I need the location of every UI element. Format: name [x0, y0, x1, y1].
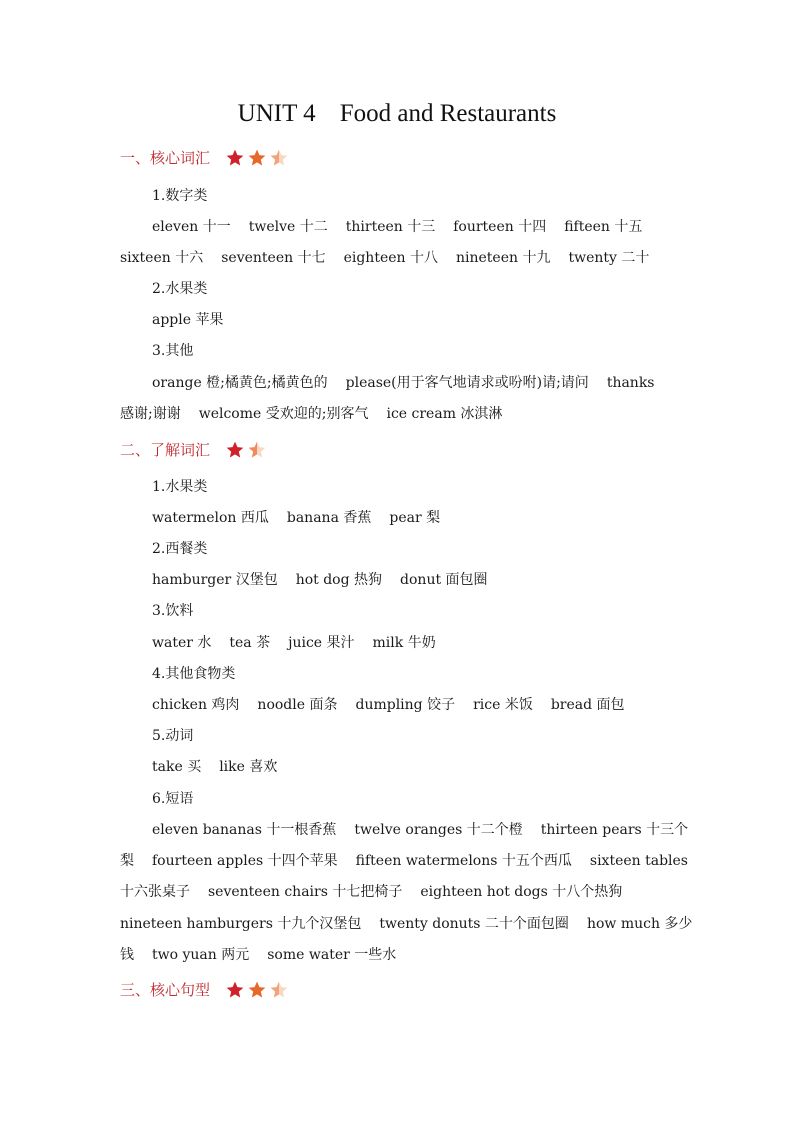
vocab-item: tea 茶 [229, 635, 271, 651]
phrase-item: twelve oranges 十二个橙 [354, 822, 523, 838]
vocab-item: rice 米饭 [473, 697, 533, 713]
vocab-line [152, 757, 277, 777]
rating-stars [224, 440, 268, 460]
vocab-item: noodle 面条 [257, 697, 338, 713]
category-numbers: 1.数字类 [152, 188, 208, 204]
star-icon [224, 148, 246, 168]
vocab-item: twenty 二十 [568, 250, 650, 266]
vocab-item: nineteen 十九 [455, 250, 551, 266]
vocab-item: please(用于客气地请求或吩咐)请;请问 [345, 375, 589, 391]
vocab-line [152, 373, 655, 393]
vocab-item: pear 梨 [389, 510, 441, 526]
rating-stars [224, 148, 290, 168]
page-title [0, 100, 794, 128]
phrase-item: twenty donuts 二十个面包圈 [379, 916, 569, 932]
category-phrases: 6.短语 [152, 791, 194, 807]
vocab-line: apple 苹果 [152, 312, 224, 328]
vocab-item: take 买 [152, 759, 202, 775]
vocab-item: welcome 受欢迎的;别客气 [198, 406, 369, 422]
vocab-item: twelve 十二 [248, 219, 328, 235]
half-star-icon [268, 980, 290, 1000]
section-heading-core-vocab [120, 148, 290, 168]
phrase-line [152, 820, 688, 840]
phrase-item: 梨 [120, 853, 134, 869]
phrase-item: fourteen apples 十四个苹果 [152, 853, 338, 869]
vocab-line [152, 508, 440, 528]
vocab-line [152, 217, 642, 237]
vocab-item: milk 牛奶 [372, 635, 436, 651]
phrase-line [120, 851, 688, 871]
vocab-item: banana 香蕉 [286, 510, 372, 526]
section-heading-text: 三、核心句型 [120, 981, 211, 999]
vocab-item: fourteen 十四 [453, 219, 547, 235]
category-other: 3.其他 [152, 343, 194, 359]
section-heading-core-sentences [120, 980, 290, 1000]
vocab-item: hot dog 热狗 [295, 572, 383, 588]
phrase-line [120, 914, 692, 934]
vocab-item: like 喜欢 [219, 759, 278, 775]
unit-name: Food and Restaurants [339, 100, 557, 127]
vocab-line [120, 248, 649, 268]
section-heading-extra-vocab [120, 440, 268, 460]
phrase-item: eighteen hot dogs 十八个热狗 [420, 884, 623, 900]
vocab-item: watermelon 西瓜 [152, 510, 269, 526]
category-drinks: 3.饮料 [152, 603, 194, 619]
star-icon [224, 980, 246, 1000]
vocab-item: fifteen 十五 [564, 219, 643, 235]
star-icon [224, 440, 246, 460]
half-star-icon [246, 440, 268, 460]
phrase-item: two yuan 两元 [152, 947, 250, 963]
vocab-item: 感谢;谢谢 [120, 406, 181, 422]
phrase-item: sixteen tables [589, 853, 688, 869]
vocab-item: hamburger 汉堡包 [152, 572, 278, 588]
category-fruit: 1.水果类 [152, 479, 208, 495]
vocab-line [152, 633, 436, 653]
vocab-item: sixteen 十六 [120, 250, 204, 266]
unit-label: UNIT 4 [237, 100, 316, 127]
vocab-item: orange 橙;橘黄色;橘黄色的 [152, 375, 328, 391]
vocab-item: eleven 十一 [152, 219, 231, 235]
vocab-item: seventeen 十七 [221, 250, 326, 266]
vocab-item: bread 面包 [550, 697, 625, 713]
section-heading-text: 二、了解词汇 [120, 441, 211, 459]
vocab-item: thanks [606, 375, 655, 391]
category-other-food: 4.其他食物类 [152, 666, 236, 682]
vocab-item: donut 面包圈 [400, 572, 488, 588]
category-western: 2.西餐类 [152, 541, 208, 557]
phrase-item: how much 多少 [586, 916, 693, 932]
phrase-item: seventeen chairs 十七把椅子 [208, 884, 403, 900]
vocab-item: juice 果汁 [288, 635, 355, 651]
phrase-item: 十六张桌子 [120, 884, 190, 900]
rating-stars [224, 980, 290, 1000]
phrase-item: eleven bananas 十一根香蕉 [152, 822, 337, 838]
half-star-icon [268, 148, 290, 168]
phrase-item: fifteen watermelons 十五个西瓜 [355, 853, 572, 869]
section-heading-text: 一、核心词汇 [120, 149, 211, 167]
vocab-item: chicken 鸡肉 [152, 697, 240, 713]
star-icon [246, 148, 268, 168]
phrase-line [120, 882, 622, 902]
vocab-item: eighteen 十八 [343, 250, 438, 266]
phrase-item: 钱 [120, 947, 134, 963]
phrase-item: some water 一些水 [267, 947, 397, 963]
vocab-item: thirteen 十三 [345, 219, 436, 235]
category-fruit: 2.水果类 [152, 281, 208, 297]
vocab-line [152, 570, 488, 590]
phrase-line [120, 945, 396, 965]
vocab-item: water 水 [152, 635, 212, 651]
vocab-line [152, 695, 625, 715]
vocab-item: dumpling 饺子 [355, 697, 456, 713]
phrase-item: nineteen hamburgers 十九个汉堡包 [120, 916, 362, 932]
category-verbs: 5.动词 [152, 728, 194, 744]
star-icon [246, 980, 268, 1000]
phrase-item: thirteen pears 十三个 [540, 822, 689, 838]
vocab-item: ice cream 冰淇淋 [386, 406, 503, 422]
vocab-line [120, 404, 502, 424]
